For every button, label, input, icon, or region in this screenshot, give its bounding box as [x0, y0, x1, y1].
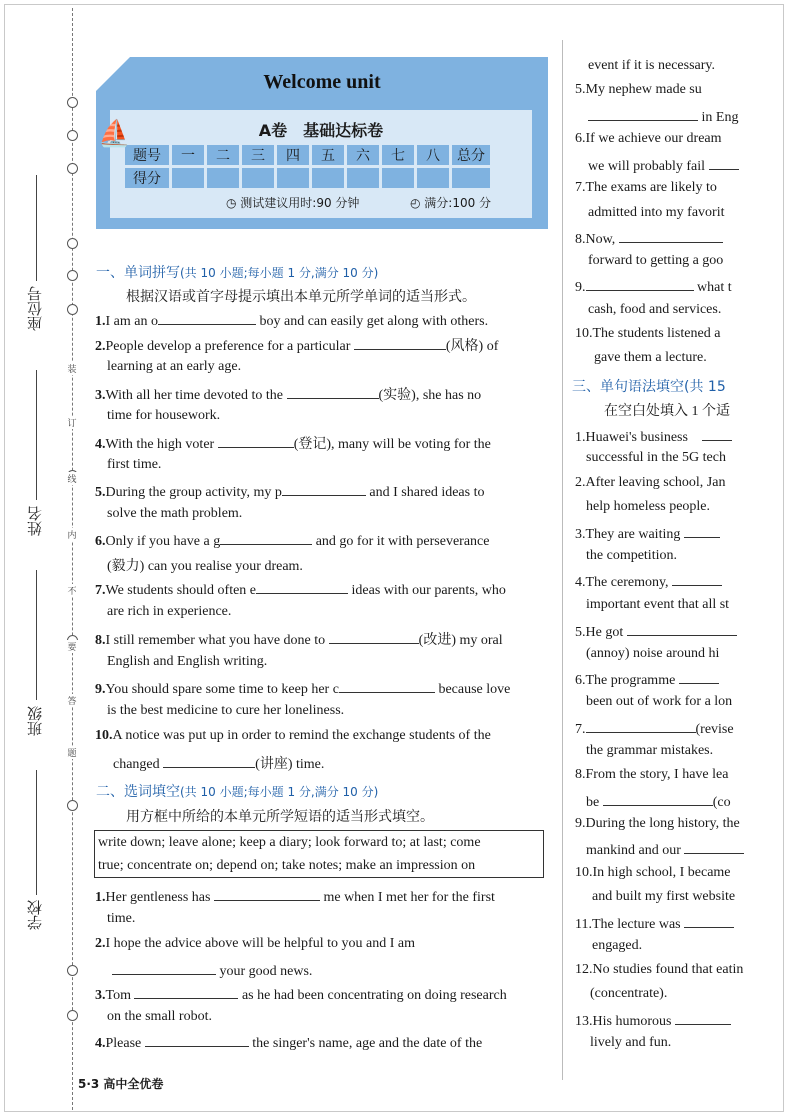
name-line[interactable]	[36, 370, 37, 500]
question-number-row	[125, 145, 490, 165]
question-text: and I shared ideas to	[369, 485, 485, 500]
right-line: been out of work for a lon	[586, 694, 733, 709]
binding-hole	[67, 270, 78, 281]
section-2-note: (共 10 小题;每小题 1 分,满分 10 分)	[180, 785, 379, 799]
table-cell: 得分	[125, 168, 169, 188]
right-text: 6.The programme	[575, 673, 676, 688]
binding-hole	[67, 800, 78, 811]
question-1-2-cont: learning at an early age.	[107, 359, 242, 374]
right-line: 2.After leaving school, Jan	[575, 475, 726, 490]
class-label: 班级	[26, 706, 44, 736]
score-cell[interactable]	[452, 168, 490, 188]
binding-char: 答	[64, 694, 80, 707]
question-number: 8.	[95, 633, 106, 648]
section-1-heading: 一、单词拼写	[96, 265, 180, 281]
answer-blank[interactable]	[684, 524, 720, 538]
right-text: 7.	[575, 722, 586, 737]
question-2-2-cont	[112, 961, 312, 980]
answer-blank[interactable]	[684, 840, 744, 854]
question-text: (登记), many will be voting for the	[293, 437, 491, 452]
right-line: 8.From the story, I have lea	[575, 767, 729, 782]
question-text: because love	[438, 682, 511, 697]
binding-char: 内	[64, 528, 80, 541]
answer-blank[interactable]	[158, 311, 256, 325]
right-line: (annoy) noise around hi	[586, 646, 720, 661]
question-text: your good news.	[219, 964, 313, 979]
table-cell: 一	[172, 145, 204, 165]
right-line	[575, 1011, 731, 1030]
question-number: 2.	[95, 339, 106, 354]
question-number: 3.	[95, 388, 106, 403]
score-cell[interactable]	[242, 168, 274, 188]
answer-blank[interactable]	[145, 1033, 249, 1047]
right-line: gave them a lecture.	[594, 350, 707, 365]
right-text: (revise	[695, 722, 734, 737]
question-1-6-cont: (毅力) can you realise your dream.	[107, 559, 303, 574]
right-column	[572, 40, 744, 1115]
check-icon: ◴	[410, 196, 425, 210]
question-text: Only if you have a g	[105, 534, 221, 549]
question-1-5-cont: solve the math problem.	[107, 506, 243, 521]
right-line	[575, 719, 734, 738]
name-label: 姓名	[26, 506, 44, 536]
question-2-3-cont: on the small robot.	[107, 1009, 212, 1024]
question-1-1	[95, 311, 488, 330]
answer-blank[interactable]	[619, 229, 723, 243]
right-text: 8.Now,	[575, 232, 616, 247]
suggested-time-text: 测试建议用时:90 分钟	[240, 196, 360, 210]
question-1-10-cont	[113, 753, 324, 773]
question-1-8-cont: English and English writing.	[107, 654, 268, 669]
answer-blank[interactable]	[675, 1011, 731, 1025]
suggested-time	[226, 194, 359, 211]
binding-char: 装	[64, 362, 80, 375]
right-text: 3.They are waiting	[575, 527, 681, 542]
full-score	[410, 194, 491, 211]
question-1-3-cont: time for housework.	[107, 408, 221, 423]
score-cell[interactable]	[347, 168, 379, 188]
full-score-text: 满分:100 分	[424, 196, 492, 210]
section-2-heading: 二、选词填空	[96, 784, 180, 800]
section-1-instruction: 根据汉语或首字母提示填出本单元所学单词的适当形式。	[126, 290, 476, 305]
table-cell: 七	[382, 145, 414, 165]
right-text: be	[586, 795, 600, 810]
right-line: admitted into my favorit	[588, 205, 725, 220]
question-text: (风格) of	[445, 339, 499, 354]
unit-title: Welcome unit	[263, 71, 381, 93]
binding-hole	[67, 163, 78, 174]
question-number: 5.	[95, 485, 106, 500]
answer-blank[interactable]	[586, 719, 696, 733]
binding-char: 要	[64, 640, 80, 653]
section-2-instruction: 用方框中所给的本单元所学短语的适当形式填空。	[126, 810, 434, 825]
table-cell: 六	[347, 145, 379, 165]
right-line: event if it is necessary.	[588, 58, 715, 73]
right-line	[588, 156, 739, 175]
question-text: ideas with our parents, who	[351, 583, 506, 598]
right-text: (co	[712, 795, 731, 810]
question-text: Tom	[105, 988, 131, 1003]
right-line: important event that all st	[586, 597, 730, 612]
question-1-4-cont: first time.	[107, 457, 162, 472]
answer-blank[interactable]	[588, 107, 698, 121]
answer-blank[interactable]	[354, 336, 446, 350]
right-line: help homeless people.	[586, 499, 711, 514]
question-number: 2.	[95, 936, 106, 951]
question-number: 4.	[95, 1036, 106, 1051]
right-line: and built my first website	[592, 889, 736, 904]
right-text: we will probably fail	[588, 159, 706, 174]
question-number: 1.	[95, 890, 106, 905]
question-1-9	[95, 679, 510, 698]
question-number: 4.	[95, 437, 106, 452]
right-line: forward to getting a goo	[588, 253, 724, 268]
paper-subtitle: A卷 基础达标卷	[258, 121, 384, 140]
question-2-2	[95, 936, 415, 952]
question-text: Her gentleness has	[105, 890, 211, 905]
answer-blank[interactable]	[220, 531, 312, 545]
question-text: and go for it with perseverance	[315, 534, 490, 549]
right-text: mankind and our	[586, 843, 681, 858]
binding-char: 不	[64, 584, 80, 597]
right-line: 7.The exams are likely to	[575, 180, 717, 195]
question-1-9-cont: is the best medicine to cure her loneliness.	[107, 703, 345, 718]
question-number: 10.	[95, 728, 113, 743]
question-2-1-cont: time.	[107, 911, 136, 926]
right-text: 11.The lecture was	[575, 917, 681, 932]
column-divider	[562, 40, 563, 1080]
header-corner	[96, 57, 130, 91]
unit-header	[96, 57, 548, 229]
question-number: 7.	[95, 583, 106, 598]
question-1-3	[95, 384, 481, 404]
question-text: (实验), she has no	[378, 388, 482, 403]
table-cell: 三	[242, 145, 274, 165]
binding-char: 题	[64, 746, 80, 759]
question-text: boy and can easily get along with others.	[259, 314, 489, 329]
answer-blank[interactable]	[339, 679, 435, 693]
question-text: changed	[113, 757, 160, 772]
binding-hole	[67, 238, 78, 249]
answer-blank[interactable]	[256, 580, 348, 594]
right-line	[575, 572, 722, 591]
right-text: what t	[697, 280, 732, 295]
section-1-note: (共 10 小题;每小题 1 分,满分 10 分)	[180, 266, 379, 280]
right-line	[575, 229, 723, 248]
question-text: as he had been concentrating on doing research	[241, 988, 507, 1003]
question-1-5	[95, 482, 484, 501]
question-2-3	[95, 985, 507, 1004]
answer-blank[interactable]	[679, 670, 719, 684]
score-cell[interactable]	[207, 168, 239, 188]
question-2-1	[95, 887, 495, 906]
question-number: 1.	[95, 314, 106, 329]
question-text: With the high voter	[105, 437, 215, 452]
binding-hole	[67, 965, 78, 976]
right-text: 1.Huawei's business	[575, 430, 688, 445]
school-line[interactable]	[36, 770, 37, 895]
question-1-8	[95, 629, 503, 649]
right-line	[586, 792, 731, 811]
table-cell: 四	[277, 145, 309, 165]
score-cell[interactable]	[382, 168, 414, 188]
score-cell[interactable]	[172, 168, 204, 188]
question-text: me when I met her for the first	[323, 890, 495, 905]
right-line: cash, food and services.	[588, 302, 722, 317]
score-cell[interactable]	[277, 168, 309, 188]
right-line	[575, 524, 720, 543]
question-1-7	[95, 580, 506, 599]
table-cell: 五	[312, 145, 344, 165]
right-line: (concentrate).	[590, 986, 668, 1001]
right-line: 5.My nephew made su	[575, 82, 702, 97]
word-box-line: true; concentrate on; depend on; take notes; make an impression on	[98, 858, 476, 873]
binding-hole	[67, 130, 78, 141]
answer-blank[interactable]	[702, 427, 732, 441]
answer-blank[interactable]	[218, 434, 294, 448]
right-line	[575, 277, 732, 296]
score-cell[interactable]	[417, 168, 449, 188]
question-1-7-cont: are rich in experience.	[107, 604, 232, 619]
binding-hole	[67, 1010, 78, 1021]
table-cell: 八	[417, 145, 449, 165]
right-line: engaged.	[592, 938, 643, 953]
question-1-6	[95, 531, 489, 550]
answer-blank[interactable]	[672, 572, 722, 586]
question-text: the singer's name, age and the date of the	[252, 1036, 483, 1051]
section-3-instruction: 在空白处填入 1 个适	[604, 404, 730, 419]
table-cell: 题号	[125, 145, 169, 165]
binding-hole	[67, 304, 78, 315]
word-box-line: write down; leave alone; keep a diary; look forward to; at last; come	[98, 835, 481, 850]
right-line: successful in the 5G tech	[586, 450, 726, 465]
right-line	[575, 670, 719, 689]
right-line	[575, 426, 732, 446]
question-1-4	[95, 433, 491, 453]
question-2-4	[95, 1033, 482, 1052]
answer-blank[interactable]	[112, 961, 216, 975]
right-text: 5.He got	[575, 625, 624, 640]
section-3-title: 三、单句语法填空(共 15	[572, 379, 726, 395]
right-line	[575, 914, 734, 933]
answer-blank[interactable]	[214, 887, 320, 901]
question-text: With all her time devoted to the	[105, 388, 283, 403]
section-2-title	[96, 781, 378, 801]
question-text: We students should often e	[105, 583, 257, 598]
binding-char: 线	[64, 472, 80, 485]
right-line	[575, 622, 737, 641]
question-text: (改进) my oral	[418, 633, 503, 648]
section-1-title	[96, 262, 378, 282]
answer-blank[interactable]	[684, 914, 734, 928]
answer-blank[interactable]	[709, 156, 739, 170]
right-line: the competition.	[586, 548, 677, 563]
publisher-footer: 5·3 高中全优卷	[78, 1077, 164, 1091]
seat-number-label: 座位号	[26, 286, 44, 331]
question-number: 3.	[95, 988, 106, 1003]
right-text: in Eng	[701, 110, 739, 125]
word-box	[94, 830, 544, 878]
right-line: the grammar mistakes.	[586, 743, 714, 758]
question-text: A notice was put up in order to remind the exchange students of the	[112, 728, 491, 743]
answer-blank[interactable]	[329, 630, 419, 644]
table-cell: 二	[207, 145, 239, 165]
right-line	[588, 107, 738, 126]
score-cell[interactable]	[312, 168, 344, 188]
right-line: 9.During the long history, the	[575, 816, 740, 831]
question-text: (讲座) time.	[255, 757, 325, 772]
answer-blank[interactable]	[163, 754, 255, 768]
right-line: 10.In high school, I became	[575, 865, 731, 880]
question-1-10	[95, 728, 491, 744]
question-text: I still remember what you have done to	[105, 633, 326, 648]
question-text: I am an o	[105, 314, 158, 329]
right-line: 12.No studies found that eatin	[575, 962, 744, 977]
answer-blank[interactable]	[134, 985, 238, 999]
binding-hole	[67, 97, 78, 108]
right-text: 4.The ceremony,	[575, 575, 669, 590]
answer-blank[interactable]	[287, 385, 379, 399]
right-line: 10.The students listened a	[575, 326, 721, 341]
answer-blank[interactable]	[282, 482, 366, 496]
binding-char: 订	[64, 416, 80, 429]
question-1-2	[95, 335, 498, 355]
right-line	[586, 840, 744, 859]
table-cell: 总分	[452, 145, 490, 165]
right-line: lively and fun.	[590, 1035, 672, 1050]
answer-blank[interactable]	[586, 277, 694, 291]
ship-icon: ⛵	[98, 119, 131, 148]
seat-number-line[interactable]	[36, 175, 37, 281]
clock-icon: ◷	[226, 196, 241, 210]
answer-blank[interactable]	[627, 622, 737, 636]
right-text: 9.	[575, 280, 586, 295]
right-line: 6.If we achieve our dream	[575, 131, 722, 146]
school-label: 学校	[26, 900, 44, 930]
question-text: During the group activity, my p	[105, 485, 282, 500]
question-text: I hope the advice above will be helpful to you and I am	[105, 936, 415, 951]
answer-blank[interactable]	[603, 792, 713, 806]
right-text: 13.His humorous	[575, 1014, 672, 1029]
score-row	[125, 168, 490, 188]
class-line[interactable]	[36, 570, 37, 700]
question-text: Please	[105, 1036, 142, 1051]
question-number: 6.	[95, 534, 106, 549]
header-panel	[110, 110, 532, 218]
question-text: People develop a preference for a particular	[105, 339, 351, 354]
score-table	[122, 142, 493, 191]
question-text: You should spare some time to keep her c	[105, 682, 339, 697]
question-number: 9.	[95, 682, 106, 697]
